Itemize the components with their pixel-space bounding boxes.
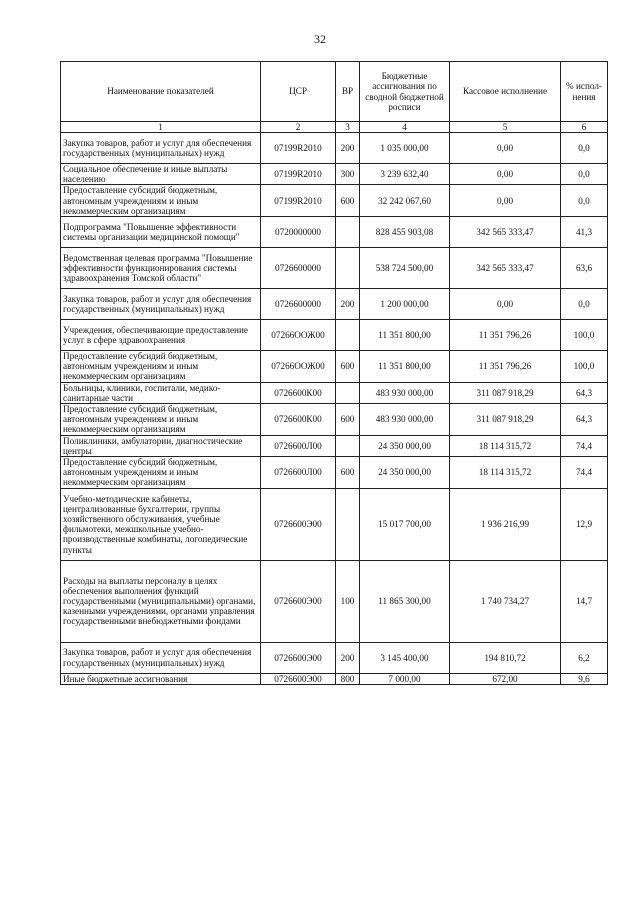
header-cash: Кассовое исполнение	[450, 62, 561, 122]
column-number: 4	[360, 122, 450, 133]
row-csr-cell: 0726600Э00	[261, 560, 336, 642]
row-name-cell: Предоставление субсидий бюджетным, автономным учреждениям и иным некоммерческим организациям	[61, 404, 261, 436]
row-budget-cell: 15 017 700,00	[360, 488, 450, 560]
row-cash-cell: 0,00	[450, 185, 561, 217]
row-csr-cell: 07199R2010	[261, 185, 336, 217]
row-cash-cell: 1 740 734,27	[450, 560, 561, 642]
row-budget-cell: 538 724 500,00	[360, 248, 450, 289]
row-budget-cell: 11 351 800,00	[360, 320, 450, 351]
row-csr-cell: 07199R2010	[261, 133, 336, 164]
row-budget-cell: 24 350 000,00	[360, 457, 450, 489]
row-csr-cell: 0726600000	[261, 289, 336, 320]
row-name-cell: Поликлиники, амбулатории, диагностические центры	[61, 435, 261, 456]
table-row	[61, 351, 608, 383]
row-name-cell: Учебно-методические кабинеты, централизованные бухгалтерии, группы хозяйственного обслуживания, учебные фильмотеки, межшкольные учебно-производственные комбинаты, логопедические пункты	[61, 488, 261, 560]
column-number-row	[61, 122, 608, 133]
row-vr-cell: 100	[336, 560, 360, 642]
row-percent-cell: 63,6	[561, 248, 608, 289]
row-budget-cell: 32 242 067,60	[360, 185, 450, 217]
table-row	[61, 320, 608, 351]
row-budget-cell: 1 035 000,00	[360, 133, 450, 164]
row-name-cell: Закупка товаров, работ и услуг для обеспечения государственных (муниципальных) нужд	[61, 289, 261, 320]
table-row	[61, 289, 608, 320]
row-vr-cell	[336, 217, 360, 248]
row-percent-cell: 0,0	[561, 185, 608, 217]
table-row	[61, 217, 608, 248]
row-cash-cell: 342 565 333,47	[450, 248, 561, 289]
row-budget-cell: 11 865 300,00	[360, 560, 450, 642]
table-row	[61, 642, 608, 673]
row-csr-cell: 0726600К00	[261, 404, 336, 436]
row-csr-cell: 07199R2010	[261, 164, 336, 185]
row-name-cell: Предоставление субсидий бюджетным, автономным учреждениям и иным некоммерческим организациям	[61, 351, 261, 383]
row-name-cell: Ведомственная целевая программа "Повышение эффективности функционирования системы здравоохранения Томской области"	[61, 248, 261, 289]
table-row	[61, 133, 608, 164]
row-csr-cell: 0726600Э00	[261, 673, 336, 684]
row-vr-cell	[336, 382, 360, 403]
row-vr-cell	[336, 435, 360, 456]
row-name-cell: Предоставление субсидий бюджетным, автономным учреждениям и иным некоммерческим организациям	[61, 185, 261, 217]
row-budget-cell: 3 239 632,40	[360, 164, 450, 185]
row-budget-cell: 483 930 000,00	[360, 404, 450, 436]
row-percent-cell: 12,9	[561, 488, 608, 560]
row-csr-cell: 0726600Э00	[261, 642, 336, 673]
row-csr-cell: 0720000000	[261, 217, 336, 248]
row-percent-cell: 100,0	[561, 351, 608, 383]
row-vr-cell	[336, 248, 360, 289]
header-vr: ВР	[336, 62, 360, 122]
row-cash-cell: 1 936 216,99	[450, 488, 561, 560]
row-budget-cell: 24 350 000,00	[360, 435, 450, 456]
row-csr-cell: 07266ООЖ00	[261, 320, 336, 351]
row-percent-cell: 0,0	[561, 164, 608, 185]
row-csr-cell: 0726600К00	[261, 382, 336, 403]
row-vr-cell: 800	[336, 673, 360, 684]
row-percent-cell: 9,6	[561, 673, 608, 684]
row-name-cell: Расходы на выплаты персоналу в целях обеспечения выполнения функций государственными (муниципальными) органами, казенными учреждениями, органами управления государственными внебюджетными фондами	[61, 560, 261, 642]
row-budget-cell: 7 000,00	[360, 673, 450, 684]
row-percent-cell: 74,4	[561, 457, 608, 489]
table-row	[61, 488, 608, 560]
row-vr-cell: 200	[336, 289, 360, 320]
table-row	[61, 164, 608, 185]
row-cash-cell: 311 087 918,29	[450, 404, 561, 436]
row-vr-cell: 600	[336, 457, 360, 489]
row-budget-cell: 1 200 000,00	[360, 289, 450, 320]
column-number: 3	[336, 122, 360, 133]
table-row	[61, 382, 608, 403]
table-body	[61, 133, 608, 685]
row-percent-cell: 100,0	[561, 320, 608, 351]
column-number: 5	[450, 122, 561, 133]
row-percent-cell: 0,0	[561, 289, 608, 320]
row-cash-cell: 672,00	[450, 673, 561, 684]
row-cash-cell: 342 565 333,47	[450, 217, 561, 248]
table-row	[61, 435, 608, 456]
table-row	[61, 248, 608, 289]
row-name-cell: Подпрограмма "Повышение эффективности системы организации медицинской помощи"	[61, 217, 261, 248]
row-cash-cell: 11 351 796,26	[450, 351, 561, 383]
column-number: 6	[561, 122, 608, 133]
row-cash-cell: 0,00	[450, 289, 561, 320]
row-vr-cell: 600	[336, 404, 360, 436]
row-budget-cell: 11 351 800,00	[360, 351, 450, 383]
budget-execution-table	[60, 61, 608, 685]
header-percent: % испол-нения	[561, 62, 608, 122]
header-name: Наименование показателей	[61, 62, 261, 122]
table-header-row	[61, 62, 608, 122]
row-percent-cell: 74,4	[561, 435, 608, 456]
row-vr-cell	[336, 488, 360, 560]
row-vr-cell: 300	[336, 164, 360, 185]
row-csr-cell: 0726600Л00	[261, 457, 336, 489]
table-row	[61, 673, 608, 684]
table-row	[61, 560, 608, 642]
row-vr-cell: 600	[336, 185, 360, 217]
row-cash-cell: 194 810,72	[450, 642, 561, 673]
row-name-cell: Учреждения, обеспечивающие предоставление услуг в сфере здравоохранения	[61, 320, 261, 351]
row-percent-cell: 64,3	[561, 404, 608, 436]
row-percent-cell: 0,0	[561, 133, 608, 164]
column-number: 1	[61, 122, 261, 133]
row-vr-cell	[336, 320, 360, 351]
row-percent-cell: 6,2	[561, 642, 608, 673]
row-budget-cell: 483 930 000,00	[360, 382, 450, 403]
header-csr: ЦСР	[261, 62, 336, 122]
row-vr-cell: 600	[336, 351, 360, 383]
row-name-cell: Закупка товаров, работ и услуг для обеспечения государственных (муниципальных) нужд	[61, 642, 261, 673]
row-name-cell: Социальное обеспечение и иные выплаты населению	[61, 164, 261, 185]
row-name-cell: Больницы, клиники, госпитали, медико-санитарные части	[61, 382, 261, 403]
row-vr-cell: 200	[336, 642, 360, 673]
page-number: 32	[314, 32, 326, 46]
row-cash-cell: 0,00	[450, 133, 561, 164]
row-name-cell: Предоставление субсидий бюджетным, автономным учреждениям и иным некоммерческим организациям	[61, 457, 261, 489]
column-number: 2	[261, 122, 336, 133]
row-percent-cell: 64,3	[561, 382, 608, 403]
row-csr-cell: 0726600000	[261, 248, 336, 289]
row-csr-cell: 07266ООЖ00	[261, 351, 336, 383]
row-budget-cell: 3 145 400,00	[360, 642, 450, 673]
row-vr-cell: 200	[336, 133, 360, 164]
row-name-cell: Закупка товаров, работ и услуг для обеспечения государственных (муниципальных) нужд	[61, 133, 261, 164]
row-cash-cell: 11 351 796,26	[450, 320, 561, 351]
table-row	[61, 185, 608, 217]
row-cash-cell: 18 114 315,72	[450, 457, 561, 489]
row-cash-cell: 18 114 315,72	[450, 435, 561, 456]
row-csr-cell: 0726600Э00	[261, 488, 336, 560]
row-csr-cell: 0726600Л00	[261, 435, 336, 456]
row-cash-cell: 311 087 918,29	[450, 382, 561, 403]
table-row	[61, 457, 608, 489]
row-cash-cell: 0,00	[450, 164, 561, 185]
table-row	[61, 404, 608, 436]
row-percent-cell: 14,7	[561, 560, 608, 642]
row-name-cell: Иные бюджетные ассигнования	[61, 673, 261, 684]
row-budget-cell: 828 455 903,08	[360, 217, 450, 248]
row-percent-cell: 41,3	[561, 217, 608, 248]
header-budget: Бюджетные ассигнования по сводной бюджетной росписи	[360, 62, 450, 122]
